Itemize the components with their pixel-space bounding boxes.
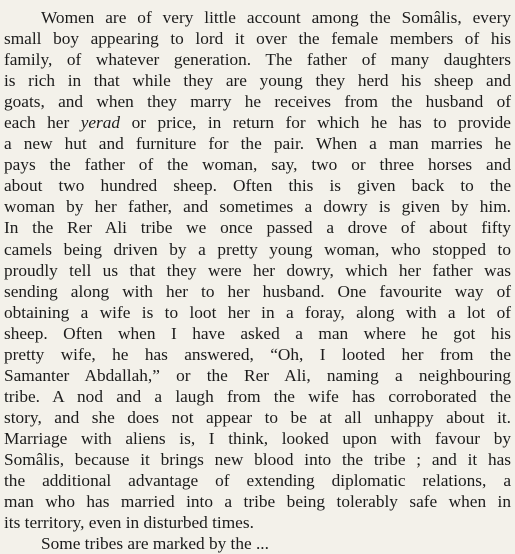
text-line: its territory, even in disturbed times. <box>4 513 254 533</box>
text-line: family, of whatever generation. The father of many daughters <box>4 50 511 70</box>
cut-off-next-line: Some tribes are marked by the ... <box>41 534 269 554</box>
body-paragraph <box>4 7 511 554</box>
text-line: man who has married into a tribe being tolerably safe when in <box>4 492 511 512</box>
text-line: pays the father of the woman, say, two or three horses and <box>4 155 511 175</box>
text-line: a new hut and furniture for the pair. When a man marries he <box>4 134 511 154</box>
text-line: sheep. Often when I have asked a man where he got his <box>4 323 511 343</box>
text-line: goats, and when they marry he receives from the husband of <box>4 92 511 112</box>
text-line: tribe. A nod and a laugh from the wife has corroborated the <box>4 386 511 406</box>
text-line: pretty wife, he has answered, “Oh, I looted her from the <box>4 344 511 364</box>
text-line: Somâlis, because it brings new blood into the tribe ; and it has <box>4 449 511 469</box>
text-line: Samanter Abdallah,” or the Rer Ali, naming a neighbouring <box>4 365 511 385</box>
text-fragment: each her <box>4 113 70 133</box>
text-line: In the Rer Ali tribe we once passed a drove of about fifty <box>4 218 511 238</box>
text-line: about two hundred sheep. Often this is given back to the <box>4 176 511 196</box>
text-fragment: or price, in return for which he has to provide <box>131 113 511 133</box>
text-line: Women are of very little account among the Somâlis, every <box>41 8 511 27</box>
text-line-with-italic <box>4 112 511 133</box>
text-line: is rich in that while they are young they herd his sheep and <box>4 71 511 91</box>
text-line: story, and she does not appear to be at all unhappy about it. <box>4 407 511 427</box>
italic-term: yerad <box>80 113 121 133</box>
text-line: the additional advantage of extending diplomatic relations, a <box>4 471 511 491</box>
text-line: Marriage with aliens is, I think, looked upon with favour by <box>4 428 511 448</box>
text-line: obtaining a wife is to loot her in a foray, along with a lot of <box>4 302 511 322</box>
text-line: proudly tell us that they were her dowry, which her father was <box>4 260 511 280</box>
text-line: small boy appearing to lord it over the female members of his <box>4 29 511 49</box>
text-line: sending along with her to her husband. One favourite way of <box>4 281 511 301</box>
text-line: woman by her father, and sometimes a dowry is given by him. <box>4 197 511 217</box>
text-line: camels being driven by a pretty young woman, who stopped to <box>4 239 511 259</box>
